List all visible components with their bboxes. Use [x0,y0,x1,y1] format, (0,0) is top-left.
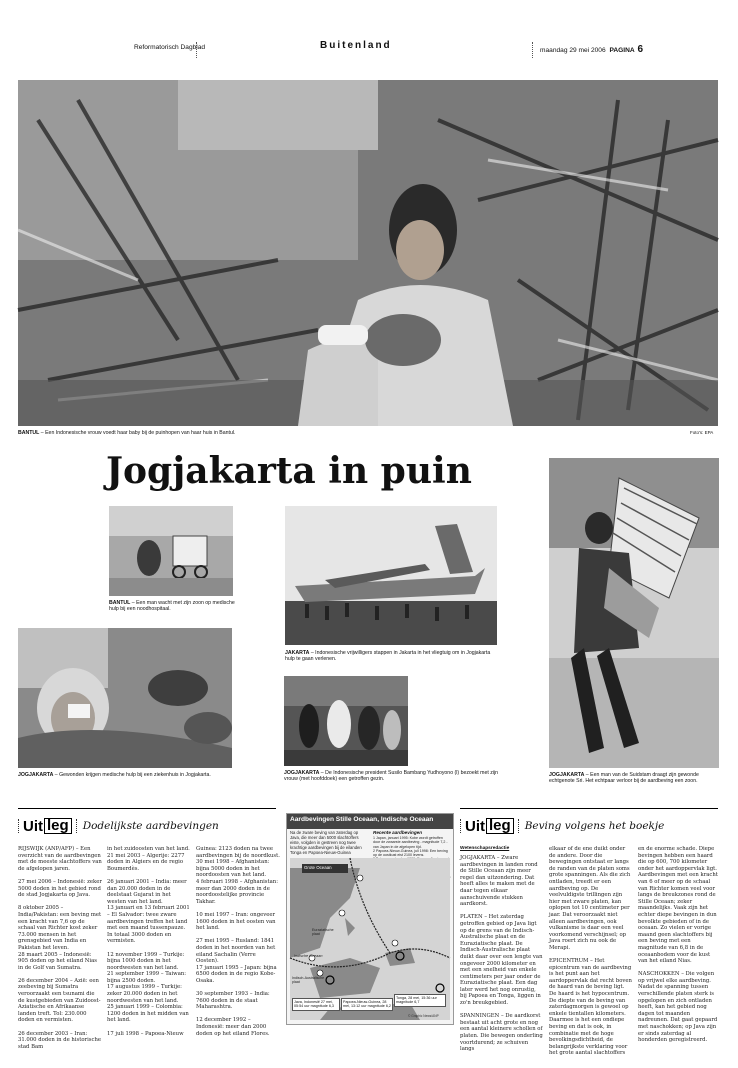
caption-text: – Een man wacht met zijn zoon op medische hulp bij een noodhospitaal. [109,600,235,613]
headline: Jogjakarta in puin [106,450,472,492]
header-dots [18,819,19,833]
uitleg-word-b: leg [486,818,514,834]
uitleg-word-a: Uit [465,817,485,835]
map-title: Aardbevingen Stille Oceaan, Indische Oceaan [287,814,453,829]
caption-text: – Een Indonesische vrouw voedt haar baby bij de puinhopen van haar huis in Bantul. [39,430,236,436]
caption-place: JOGJAKARTA [18,772,54,778]
map-recent-list: 1 Japan, januari 1995: Kobe wordt getroffen door de zwaarste aardbeving - magnitude 7,2 - van Japan in de afgelopen tijd. 2 Papoea-Nieuw-Guinea, juli 1998: Een beving op de oostkust eist 2100 levens. [373,836,448,858]
caption-text: – Een man van de Suidstam draagt zijn gewonde echtgenote Sri. Het echtpaar verloor bij de aardbeving een zoon. [549,772,699,785]
uitleg-word-b: leg [44,818,72,834]
caption-place: JAKARTA [285,650,310,656]
date-text: maandag 29 mei 2006 [540,47,606,54]
uitleg-word-a: Uit [23,817,43,835]
photo-president-visit [284,676,408,766]
caption-president [284,770,499,783]
caption-text: – Indonesische vrijwilligers stappen in Jakarta in het vliegtuig om in Jogjakarta hulp te gaan verlenen. [285,650,491,663]
caption-text: – De Indonesische president Susilo Bambang Yudhoyono (l) bezoekt met zijn vrouw (met hoofddoek) een getroffen gezin. [284,770,499,783]
photo-bantul-cart [109,506,233,596]
main-photo-rubble-mother [18,80,718,426]
caption-place: BANTUL [18,430,40,436]
section-rule-left [18,808,276,809]
uitleg-logo [465,818,514,835]
section-rule-right [460,808,718,809]
map-recent-title: Recente aardbevingen [373,830,423,835]
map-ocean-label: Grote Oceaan [304,865,332,870]
header-divider [196,42,197,58]
uitleg-header-left [18,815,219,837]
header-dots [518,819,519,833]
caption-carrying [549,772,721,785]
map-plate-label: Indisch-Australische plaat [292,976,325,985]
header-dots [460,819,461,833]
byline: Wetenschapsredactie [460,846,510,851]
map-canvas [290,858,450,1020]
section-name: Buitenland [320,40,392,51]
main-photo-caption [18,430,618,436]
caption-bantul-small [109,600,239,613]
uitleg-right-title: Beving volgens het boekje [524,820,665,832]
caption-injured [18,772,248,778]
map-label-tonga: Tonga, 28 mei, 15:36 uur magnitude 6,7 [394,994,446,1007]
photo-credit: Foto's: EPA [690,430,714,435]
map-ocean2-label: Indische Oceaan [294,954,323,958]
uitleg-right-col2: elkaar of de ene duikt onder de andere. Door die bewegingen ontstaat er langs de randen van de platen soms grote spanningen. Als die zich ontladen, treedt er een aardbeving op. De veelvuldigste trillingen zijn hier met zware platen, kan oplopen tot 10 centimeter per jaar. Dat veroorzaakt niet alleen aardbevingen, ook vulkanisme is daar een veel voorkomend verschijnsel; op Java roert zich nu ook de Merapi. EPICENTRUM – Het epicentrum van de aardbeving is het punt aan het aardoppervlak dat recht boven de haard van de beving ligt. De haard is het hypocentrum. De diepte van de beving van zaterdagmorgen is gewoel op enkele tientallen kilometers. Daarmee is het een ondiepe beving en dat is ook, in combinatie met de hoge bevolkingsdichtheid, de belangrijkste verklaring voor het grote aantal slachtoffers [549,846,632,1057]
photo-airplane [285,506,497,645]
uitleg-logo [23,818,72,835]
page-number: 6 [637,44,644,55]
uitleg-header-right [460,815,664,837]
uitleg-left-col3: Guinea: 2123 doden na twee aardbevingen bij de noordkust. 30 mei 1998 – Afghanistan: bijna 5000 doden in het noordoosten van het land. 4 februari 1998 – Afghanistan: meer dan 2000 doden in de noordoostelijke provincie Takhar. 10 mei 1997 – Iran: ongeveer 1600 doden in het oosten van het land. 27 mei 1995 – Rusland: 1841 doden in het noorden van het eiland Sachalin (Verre Oosten). 17 januari 1995 – Japan: bijna 6500 doden in de regio Kobe-Osaka. 30 september 1993 – India: 7600 doden in de staat Maharashtra. 12 december 1992 – Indonesië: meer dan 2000 doden op het eiland Flores. [196,846,280,1037]
map-label-png: Papoea-Nieuw-Guinea, 28 mei, 13:12 uur magnitude 6,2 [341,998,393,1011]
publication-name: Reformatorisch Dagblad [134,44,206,51]
uitleg-left-col2: in het zuidoosten van het land. 21 mei 2003 – Algerije: 2277 doden in Algiers en de regio Boumerdès. 26 januari 2001 – India: meer dan 20.000 doden in de deelstaat Gujarat in het westen van het land. 13 januari en 13 februari 2001 – El Salvador: twee zware aardbevingen treffen het land met een maand tussenpauze. In totaal 3000 doden en vermisten. 12 november 1999 – Turkije: bijna 1000 doden in het noordwesten van het land. 21 september 1999 – Taiwan: bijna 2500 doden. 17 augustus 1999 – Turkije: zeker 20.000 doden in het noordwesten van het land. 25 januari 1999 – Colombia: 1200 doden in het midden van het land. 17 juli 1998 – Papoea-Nieuw [107,846,190,1037]
uitleg-left-title: Dodelijkste aardbevingen [82,820,219,832]
header-divider [532,42,533,58]
map-eurasian-label: Euraziatische plaat [312,928,334,937]
header-dots [76,819,77,833]
caption-text: – Gewonden krijgen medische hulp bij een ziekenhuis in Jogjakarta. [53,772,211,778]
caption-place: JOGJAKARTA [284,770,320,776]
map-label-java: Java, Indonesië 27 mei, 05:54 uur magnitude 6,3 [292,998,340,1011]
uitleg-left-col1: RIJSWIJK (ANP/AFP) – Een overzicht van de aardbevingen met de meeste slachtoffers van de afgelopen jaren. 27 mei 2006 – Indonesië: zeker 5000 doden in het gebied rond de stad Jogjakarta op Java. 8 oktober 2005 – India/Pakistan: een beving met een kracht van 7,6 op de schaal van Richter kost zeker 73.000 mensen in het grensgebied van India en Pakistan het leven. 28 maart 2005 – Indonesië: 905 doden op het eiland Nias in de Golf van Sumatra. 26 december 2004 – Azië: een zeebeving bij Sumatra veroorzaakt een tsunami die de kustgebieden van Zuidoost-Aziatische en Afrikaanse landen treft. Tol: 230.000 doden en vermisten. 26 december 2003 – Iran: 31.000 doden in de historische stad Bam [18,846,102,1050]
caption-place: BANTUL [109,600,131,606]
caption-place: JOGJAKARTA [549,772,585,778]
caption-plane [285,650,500,663]
uitleg-right-col3: en de enorme schade. Diepe bevingen hebben een haard die op 600, 700 kilometer onder het aardoppervlak ligt. Aardbevingen met een kracht van 6 of meer op de schaal van Richter komen veel voor langs de breukzones rond de Stille Oceaan; zeker maandelijks. Vaak zijn het echter diepe bevingen in dun bevolkte gebieden of in de oceaan. Zo vielen er vorige maand geen slachtoffers bij een beving met een magnitude van 6,8 in de oceaanbodem voor de kust van het eiland Nias. NASCHOKKEN – Die volgen op vrijwel elke aardbeving. Nadat de spanning tussen verschillende platen sterk is opgelopen en zich ontladen heeft, kan het gebied nog dagen tot maanden nadreunen. Dat gaat gepaard met naschokken; op Java zijn er sinds zaterdag al honderden geregistreerd. [638,846,718,1044]
map-intro: Na de zware beving van zaterdag op Java, die meer dan 5000 slachtoffers eiste, volgden in gestreen nog twee krachtige aardbevingen bij de eilanden Tonga en Papoea-Nieuw-Guinea [290,830,362,855]
issue-date [540,44,643,55]
uitleg-right-col1: JOGJAKARTA – Zware aardbevingen in landen rond de Stille Oceaan zijn meer regel dan uitzondering. Dat heeft alles te maken met de daar tegen elkaar aanschuivende stukken aardkorst. PLATEN – Het zaterdag getroffen gebied op Java ligt op de grens van de Indisch-Australische plaat en de Euraziatische plaat. De Indisch-Australische plaat duikt daar over een lengte van ongeveer 2000 kilometer en met een snelheid van enkele centimeters per jaar onder de Euraziatische plaat. Een dag later werd het nog onrustig, bij Papoea en Tonga, liggen in zo'n breukgebied. SPANNINGEN – De aardkorst bestaat uit acht grote en nog een aantal kleinere schollen of platen. Die bewegen onderling voortdurend; ze schuiven langs [460,855,543,1053]
page-label: PAGINA [609,47,635,54]
map-source: © Graphic News/ANP [408,1014,439,1018]
map-graphic [286,813,454,1025]
photo-injured-woman [18,628,232,768]
photo-man-carrying-wife [549,458,719,768]
